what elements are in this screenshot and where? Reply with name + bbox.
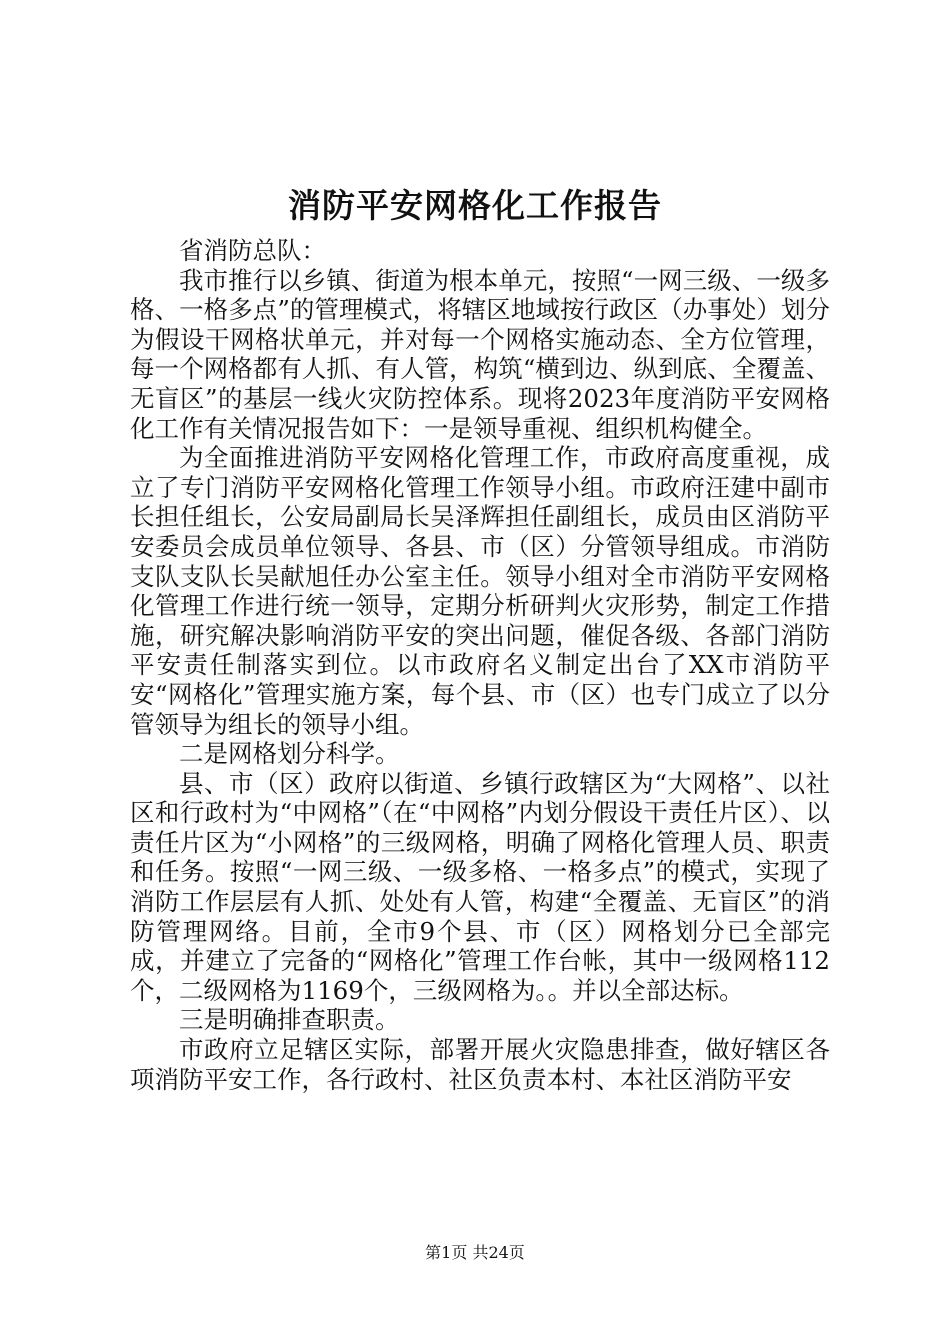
section-heading-inspection: 三是明确排查职责。	[179, 1005, 400, 1035]
paragraph-inspection: 市政府立足辖区实际，部署开展火灾隐患排查，做好辖区各项消防平安工作，各行政村、社区负责本村、本社区消防平安	[130, 1035, 830, 1094]
document-body	[130, 236, 830, 1094]
paragraph-leadership: 为全面推进消防平安网格化管理工作，市政府高度重视，成立了专门消防平安网格化管理工作领导小组。市政府汪建中副市长担任组长，公安局副局长吴泽辉担任副组长，成员由区消防平安委员会成员单位领导、各县、市（区）分管领导组成。市消防支队支队长吴献旭任办公室主任。领导小组对全市消防平安网格化管理工作进行统一领导，定期分析研判火灾形势，制定工作措施，研究解决影响消防平安的突出问题，催促各级、各部门消防平安责任制落实到位。以市政府名义制定出台了XX市消防平安“网格化”管理实施方案，每个县、市（区）也专门成立了以分管领导为组长的领导小组。	[130, 443, 830, 739]
paragraph-grid-division: 县、市（区）政府以街道、乡镇行政辖区为“大网格”、以社区和行政村为“中网格”（在“中网格”内划分假设干责任片区）、以责任片区为“小网格”的三级网格，明确了网格化管理人员、职责和任务。按照“一网三级、一级多格、一格多点”的模式，实现了消防工作层层有人抓、处处有人管，构建“全覆盖、无盲区”的消防管理网络。目前，全市9个县、市（区）网格划分已全部完成，并建立了完备的“网格化”管理工作台帐，其中一级网格112个，二级网格为1169个，三级网格为。。并以全部达标。	[130, 768, 830, 1005]
paragraph-intro: 我市推行以乡镇、街道为根本单元，按照“一网三级、一级多格、一格多点”的管理模式，将辖区地域按行政区（办事处）划分为假设干网格状单元，并对每一个网格实施动态、全方位管理，每一个网格都有人抓、有人管，构筑“横到边、纵到底、全覆盖、无盲区”的基层一线火灾防控体系。现将2023年度消防平安网格化工作有关情况报告如下：一是领导重视、组织机构健全。	[130, 265, 830, 443]
document-title: 消防平安网格化工作报告	[288, 186, 662, 225]
page-number-footer: 第1页 共24页	[425, 1243, 525, 1262]
salutation: 省消防总队：	[179, 236, 326, 265]
section-heading-grid-division: 二是网格划分科学。	[179, 739, 400, 769]
